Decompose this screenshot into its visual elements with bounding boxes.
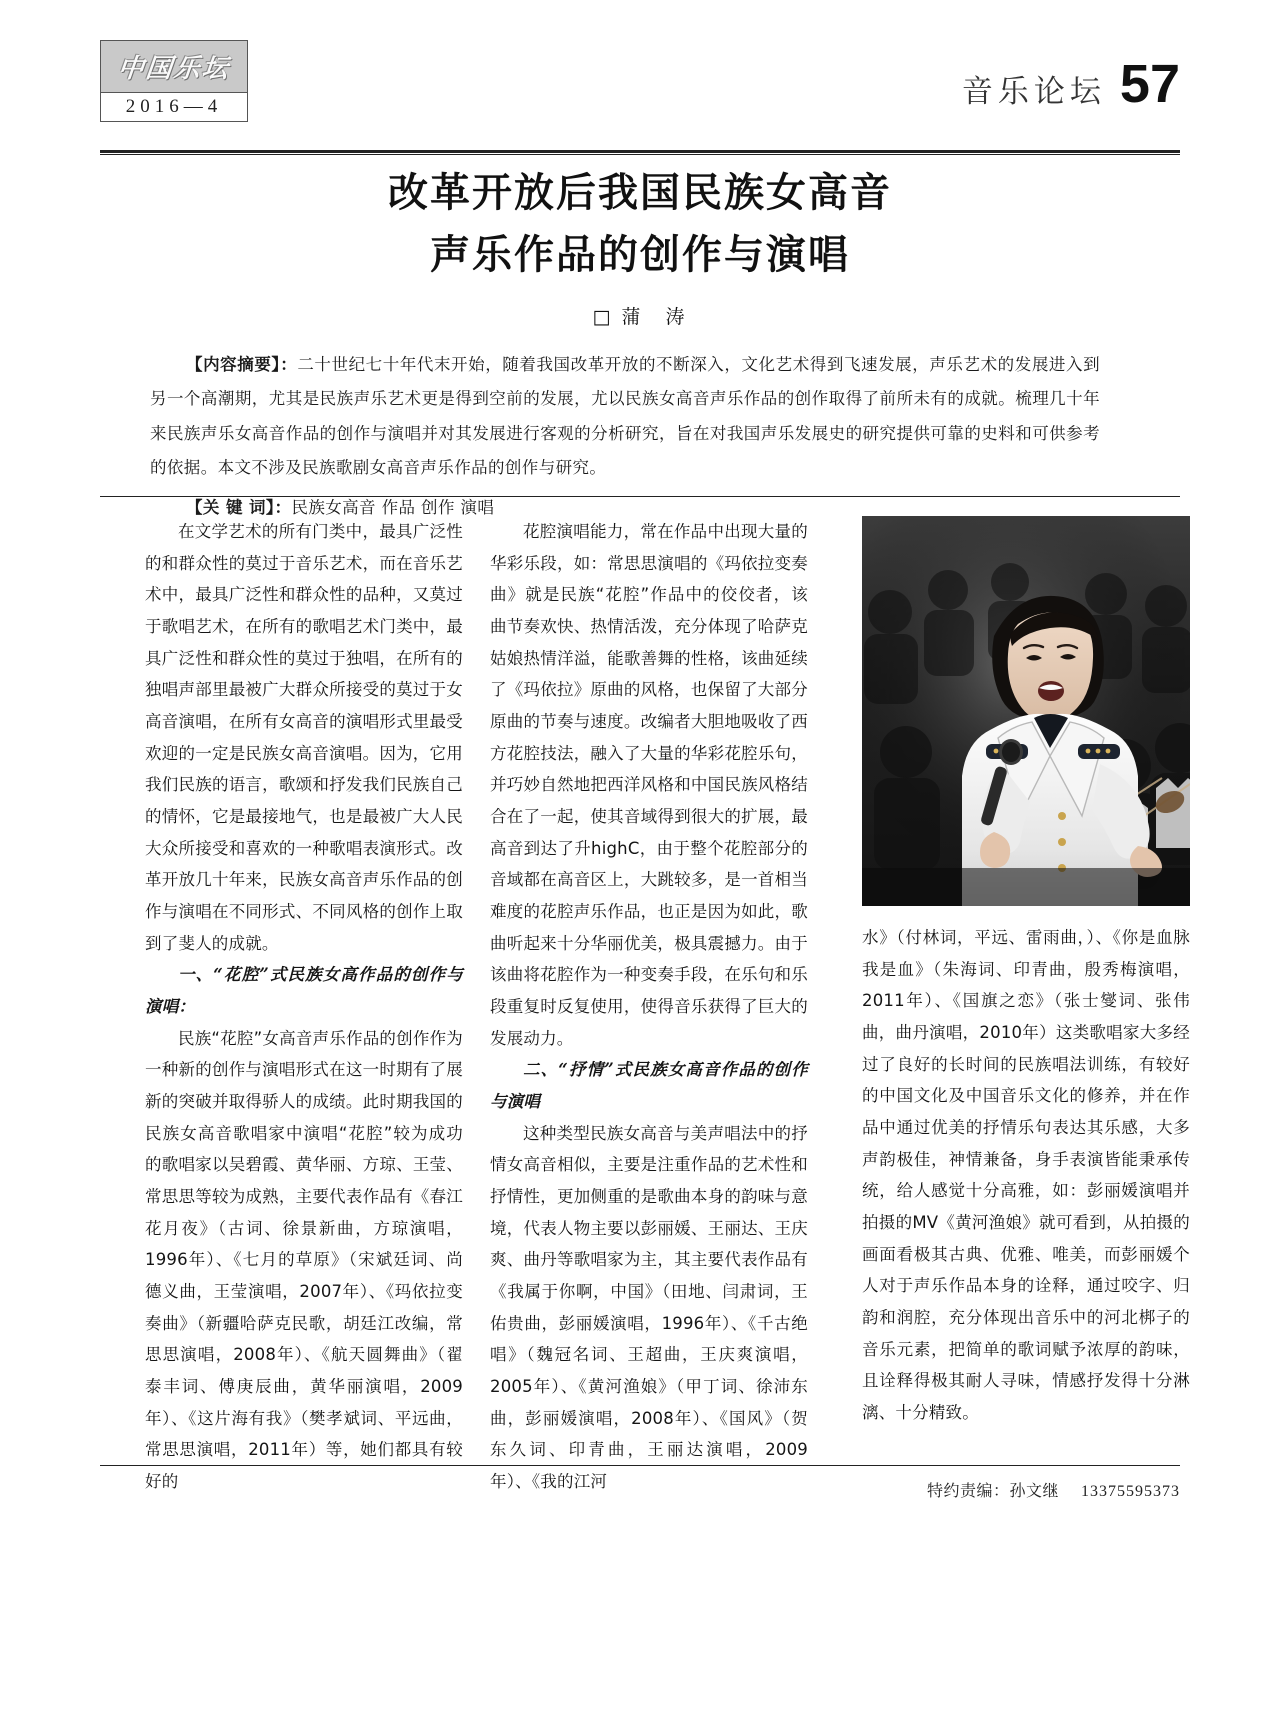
body-bottom-divider: [100, 1465, 1180, 1466]
abstract-block: [150, 348, 1100, 526]
column-3: [862, 922, 1190, 1429]
journal-logo: [100, 40, 248, 122]
abstract-paragraph: [150, 348, 1100, 485]
article-title-line-1: 改革开放后我国民族女高音: [388, 169, 892, 216]
journal-logo-title-band: [101, 41, 247, 93]
abstract-text: 二十世纪七十年代末开始，随着我国改革开放的不断深入，文化艺术得到飞速发展，声乐艺术的发展进入到另一个高潮期，尤其是民族声乐艺术更是得到空前的发展，尤以民族女高音声乐作品的创作取得了前所未有的成就。梳理几十年来民族声乐女高音作品的创作与演唱并对其发展进行客观的分析研究，旨在对我国声乐发展史的研究提供可靠的史料和可供参考的依据。本文不涉及民族歌剧女高音声乐作品的创作与研究。: [150, 355, 1100, 477]
page-footer: [100, 1478, 1180, 1501]
column-2: [490, 516, 808, 1498]
section-name: 音乐论坛: [961, 74, 1106, 110]
article-title-line-2: 声乐作品的创作与演唱: [430, 231, 850, 278]
author-marker: □: [592, 306, 614, 328]
column-1: [145, 516, 463, 1498]
col2-subheading-1: 二、“抒情”式民族女高音作品的创作与演唱: [490, 1060, 808, 1112]
footer-phone: 13375595373: [1081, 1483, 1180, 1500]
footer-editor: 特约责编：孙文继: [926, 1481, 1059, 1500]
author-name: 蒲 涛: [621, 306, 688, 328]
col2-para-1: 花腔演唱能力，常在作品中出现大量的华彩乐段，如：常思思演唱的《玛依拉变奏曲》就是民族“花腔”作品中的佼佼者，该曲节奏欢快、热情活泼，充分体现了哈萨克姑娘热情洋溢，能歌善舞的性格，该曲延续了《玛依拉》原曲的风格，也保留了大部分原曲的节奏与速度。改编者大胆地吸收了西方花腔技法，融入了大量的华彩花腔乐句，并巧妙自然地把西洋风格和中国民族风格结合在了一起，使其音域得到很大的扩展，最高音到达了升highC，由于整个花腔部分的音域都在高音区上，大跳较多，是一首相当难度的花腔声乐作品，也正是因为如此，歌曲听起来十分华丽优美，极具震撼力。由于该曲将花腔作为一种变奏手段，在乐句和乐段重复时反复使用，使得音乐获得了巨大的发展动力。: [490, 522, 808, 1048]
col1-para-1: 在文学艺术的所有门类中，最具广泛性的和群众性的莫过于音乐艺术，而在音乐艺术中，最具广泛性和群众性的品种，又莫过于歌唱艺术，在所有的歌唱艺术门类中，最具广泛性和群众性的莫过于独唱，在所有的独唱声部里最被广大群众所接受的莫过于女高音演唱，在所有女高音的演唱形式里最受欢迎的一定是民族女高音演唱。因为，它用我们民族的语言，歌颂和抒发我们民族自己的情怀，它是最接地气，也是最被广大人民大众所接受和喜欢的一种歌唱表演形式。改革开放几十年来，民族女高音声乐作品的创作与演唱在不同形式、不同风格的创作上取到了斐人的成就。: [145, 522, 463, 953]
journal-logo-title: 中国乐坛: [116, 54, 232, 84]
col2-para-2: 这种类型民族女高音与美声唱法中的抒情女高音相似，主要是注重作品的艺术性和抒情性，更加侧重的是歌曲本身的韵味与意境，代表人物主要以彭丽媛、王丽达、王庆爽、曲丹等歌唱家为主，其主要代表作品有《我属于你啊，中国》（田地、闫肃词，王佑贵曲，彭丽媛演唱，1996年）、《千古绝唱》（魏冠名词、王超曲，王庆爽演唱，2005年）、《黄河渔娘》（甲丁词、徐沛东曲，彭丽媛演唱，2008年）、《国风》（贺东久词、印青曲，王丽达演唱，2009年）、《我的江河: [490, 1123, 808, 1492]
abstract-label: 【内容摘要】：: [186, 355, 298, 374]
keywords-text: 民族女高音 作品 创作 演唱: [291, 498, 495, 518]
article-title-block: [100, 162, 1180, 329]
journal-logo-issue-band: [101, 93, 247, 121]
photo-illustration: [862, 516, 1190, 906]
col1-para-2: 民族“花腔”女高音声乐作品的创作作为一种新的创作与演唱形式在这一时期有了展新的突破并取得骄人的成绩。此时期我国的民族女高音歌唱家中演唱“花腔”较为成功的歌唱家以吴碧霞、黄华丽、方琼、王莹、常思思等较为成熟，主要代表作品有《春江花月夜》（古词、徐景新曲，方琼演唱，1996年）、《七月的草原》（宋斌廷词、尚德义曲，王莹演唱，2007年）、《玛依拉变奏曲》（新疆哈萨克民歌，胡廷江改编，常思思演唱，2008年）、《航天圆舞曲》（翟泰丰词、傅庚辰曲，黄华丽演唱，2009年）、《这片海有我》（樊孝斌词、平远曲，常思思演唱，2011年）等，她们都具有较好的: [145, 1028, 463, 1492]
col3-para-1: 水》（付林词，平远、雷雨曲，）、《你是血脉我是血》（朱海词、印青曲，殷秀梅演唱，2011年）、《国旗之恋》（张士燮词、张伟曲，曲丹演唱，2010年）这类歌唱家大多经过了良好的长时间的民族唱法训练，有较好的中国文化及中国音乐文化的修养，并在作品中通过优美的抒情乐句表达其乐感，大多声韵极佳，神情兼备，身手表演皆能秉承传统，给人感觉十分高雅，如：彭丽媛演唱并拍摄的MV《黄河渔娘》就可看到，从拍摄的画面看极其古典、优雅、唯美，而彭丽媛个人对于声乐作品本身的诠释，通过咬字、归韵和润腔，充分体现出音乐中的河北梆子的音乐元素，把简单的歌词赋予浓厚的韵味，且诠释得极其耐人寻味，情感抒发得十分淋漓、十分精致。: [862, 928, 1190, 1423]
keywords-label: 【关 键 词】：: [186, 498, 292, 518]
article-photo: [862, 516, 1190, 906]
article-author-line: [100, 302, 1180, 329]
header-divider: [100, 150, 1180, 155]
page-header: [100, 32, 1180, 132]
page-number: 57: [1119, 54, 1180, 114]
journal-issue: 2016—4: [125, 96, 223, 117]
col1-subheading-1: 一、“花腔”式民族女高作品的创作与演唱：: [145, 965, 463, 1017]
body-top-divider: [100, 496, 1180, 497]
header-right-group: [961, 54, 1180, 114]
